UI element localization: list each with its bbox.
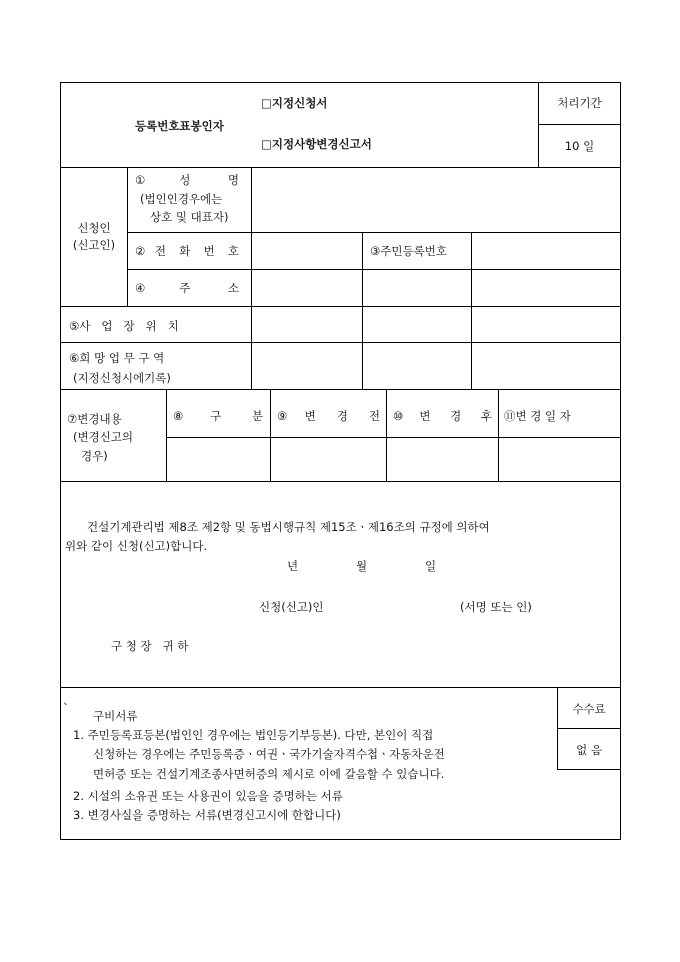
desired-area-field[interactable]	[252, 343, 620, 389]
change-details-note: 경우)	[81, 449, 108, 463]
site-location-label: ⑤사 업 장 위 치	[69, 319, 179, 333]
applicant-signature-label: 신청(신고)인	[259, 600, 324, 614]
change-division-field[interactable]	[167, 438, 270, 481]
phone-label: ②전 화 번 호	[135, 244, 239, 258]
divider	[127, 167, 128, 306]
document-item: 3. 변경사실을 증명하는 서류(변경신고시에 한합니다)	[73, 808, 341, 822]
fee-value: 없 음	[576, 743, 602, 757]
form-title: 등록번호표봉인자	[135, 119, 224, 133]
site-location-field[interactable]	[252, 307, 620, 342]
divider	[61, 481, 620, 482]
desired-area-label: ⑥희 망 업 무 구 역	[69, 351, 165, 365]
date-month-label: 월	[356, 559, 368, 573]
date-year-label: 년	[287, 559, 299, 573]
option-designation-checkbox[interactable]: □지정신청서	[261, 96, 328, 110]
address-label: ④주 소	[135, 281, 239, 295]
date-day-label: 일	[425, 559, 437, 573]
divider	[557, 769, 620, 770]
name-field[interactable]	[252, 168, 620, 232]
col-after: ⑩변 경 후	[393, 409, 492, 423]
change-after-field[interactable]	[387, 438, 498, 481]
divider	[538, 124, 620, 125]
resident-number-field[interactable]	[472, 233, 620, 269]
applicant-group-label-sub: (신고인)	[72, 238, 116, 252]
document-item: 1. 주민등록표등본(법인인 경우에는 법인등기부등본). 다만, 본인이 직접	[73, 728, 434, 742]
col-before: ⑨변 경 전	[277, 409, 380, 423]
application-form	[60, 82, 621, 840]
required-documents-title: 구비서류	[93, 709, 138, 723]
name-note: (법인인경우에는	[140, 192, 223, 206]
declaration-text: 위와 같이 신청(신고)합니다.	[65, 539, 208, 553]
resident-number-label: ③주민등록번호	[370, 244, 447, 258]
name-label: ①성 명	[135, 173, 239, 187]
col-division: ⑧구 분	[173, 409, 263, 423]
fee-label: 수수료	[572, 702, 606, 716]
divider	[557, 728, 620, 729]
declaration-text: 건설기계관리법 제8조 제2항 및 동법시행규칙 제15조ㆍ제16조의 규정에 의하여	[87, 520, 490, 534]
applicant-group-label: 신청인	[77, 221, 111, 235]
change-date-field[interactable]	[499, 438, 620, 481]
col-change-date: ⑪변 경 일 자	[504, 409, 571, 423]
recipient: 구 청 장 귀 하	[111, 639, 189, 653]
phone-field[interactable]	[252, 233, 362, 269]
divider	[61, 389, 620, 390]
option-change-checkbox[interactable]: □지정사항변경신고서	[261, 137, 372, 151]
document-item: 신청하는 경우에는 주민등록증ㆍ여권ㆍ국가기술자격수첩ㆍ자동차운전	[93, 747, 445, 761]
divider	[61, 687, 620, 688]
address-field[interactable]	[252, 270, 620, 306]
change-details-note: (변경신고의	[73, 430, 134, 444]
stray-mark: `	[63, 701, 69, 715]
processing-period-value: 10 일	[564, 139, 595, 153]
name-note: 상호 및 대표자)	[150, 210, 229, 224]
desired-area-note: (지정신청시에기록)	[73, 371, 171, 385]
signature-or-seal: (서명 또는 인)	[460, 600, 532, 614]
document-item: 면허증 또는 건설기계조종사면허증의 제시로 이에 갈음할 수 있습니다.	[93, 767, 445, 781]
processing-period-label: 처리기간	[557, 96, 602, 110]
document-item: 2. 시설의 소유권 또는 사용권이 있음을 증명하는 서류	[73, 789, 343, 803]
change-before-field[interactable]	[271, 438, 386, 481]
change-details-label: ⑦변경내용	[67, 412, 122, 426]
